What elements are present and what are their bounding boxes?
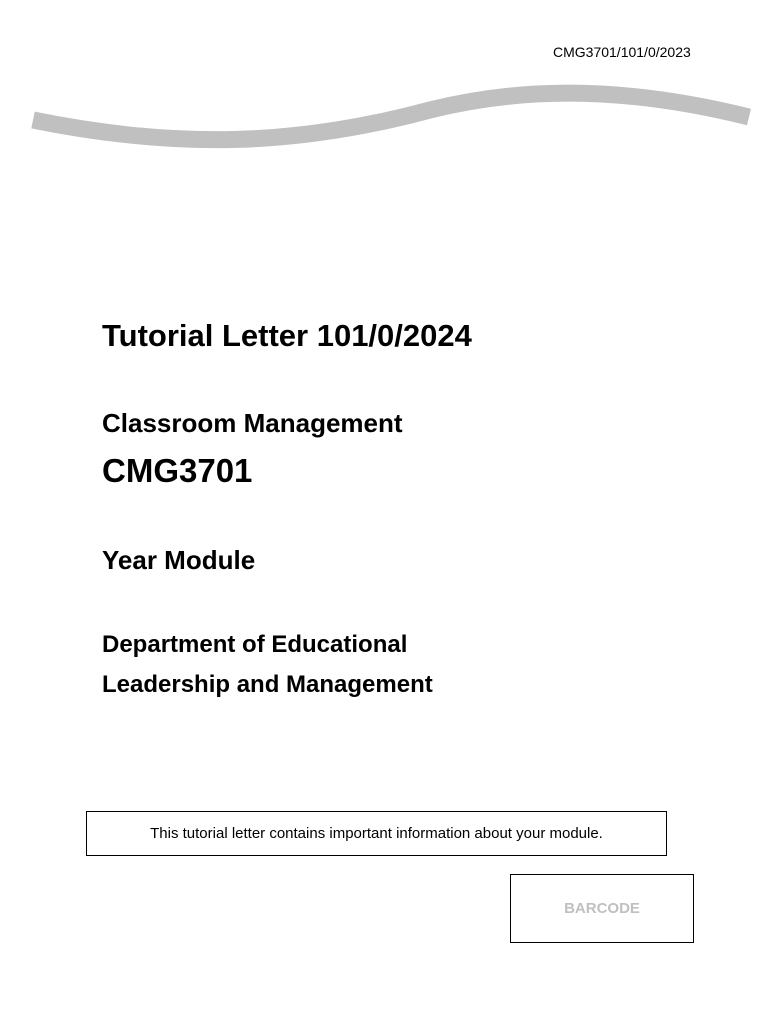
swoosh-stroke <box>33 93 749 140</box>
notice-box <box>86 811 667 856</box>
module-code: CMG3701 <box>102 452 253 489</box>
department-line-1: Department of Educational <box>102 631 408 658</box>
tutorial-letter-title: Tutorial Letter 101/0/2024 <box>102 318 472 353</box>
swoosh-decoration <box>0 0 768 180</box>
reference-code: CMG3701/101/0/2023 <box>553 44 691 60</box>
module-name: Classroom Management <box>102 408 403 438</box>
barcode-placeholder <box>510 874 694 943</box>
module-type: Year Module <box>102 545 256 575</box>
department-line-2: Leadership and Management <box>102 671 433 698</box>
notice-text: This tutorial letter contains important information about your module. <box>150 824 603 842</box>
barcode-label: BARCODE <box>564 899 640 917</box>
